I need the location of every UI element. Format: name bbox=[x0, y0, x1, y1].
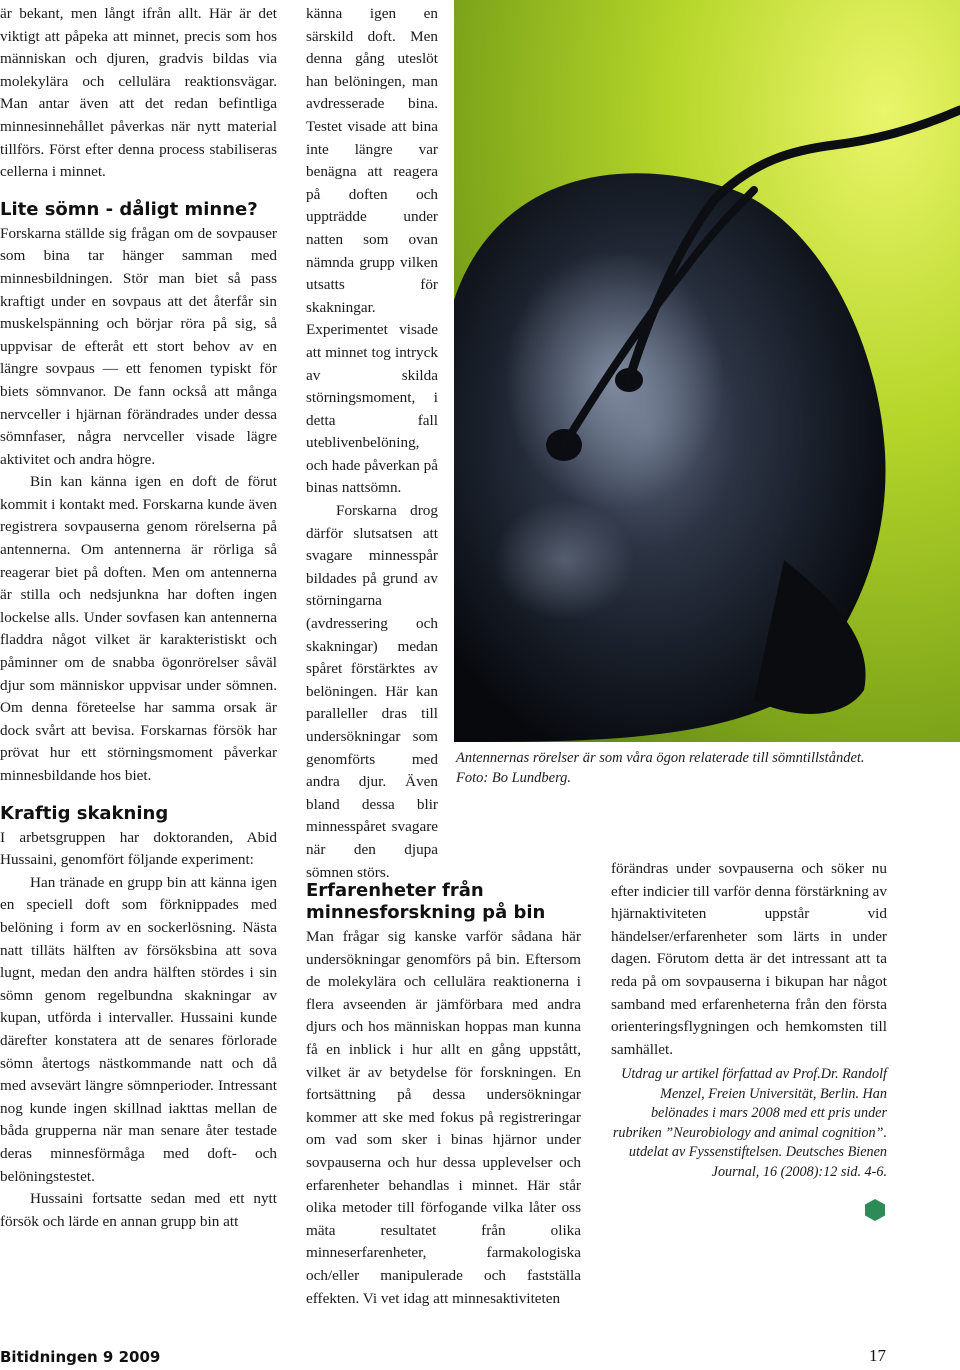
paragraph: Bin kan känna igen en doft de förut kommit i kontakt med. Forskarna kunde även registrera sovpauserna genom rörelserna på antennerna. Om antennerna är rörliga så reagerar biet på doften. Men om antennerna är stilla och nedsjunkna har doften ingen lockelse alls. Under sovfasen kan antennerna fladdra något vilket är karakteristiskt och påminner om de snabba ögonrörelser såväl djur som människor uppvisar under sömnen. Om denna företeelse har samma orsak är dock svårt att bevisa. Forskarnas försök har prövat hur ett störningsmoment påverkar minnesbildande hos biet. bbox=[0, 473, 277, 784]
end-mark-hexagon-icon bbox=[864, 1198, 886, 1222]
paragraph: Hussaini fortsatte sedan med ett nytt försök och lärde en annan grupp bin att bbox=[0, 1190, 277, 1230]
section-heading-experience: Erfarenheter från minnesforskning på bin bbox=[306, 880, 546, 923]
section-heading-sleep: Lite sömn - dåligt minne? bbox=[0, 198, 258, 220]
paragraph: I arbetsgruppen har doktoranden, Abid Hussaini, genomfört följande experiment: bbox=[0, 828, 277, 869]
paragraph: Man frågar sig kanske varför sådana här undersökningar genomförs på bin. Eftersom de molekylära och cellulära reaktionerna i flera avseenden är jämförbara med andra djurs och hos människan hoppas man kunna få en inblick i hur allt en gång uppstått, vilket är av betydelse för forskningen. En fortsättning på dessa undersökningar kommer att ske med fokus på registreringar om vad som sker i binas hjärnor under sovpauserna och hur dessa upplevelser och erfarenheter behandlas i minnet. Här står olika metoder till förfogande vilka låter oss mäta resultatet från olika minneserfarenheter, farmakologiska och/eller manipulerade och fastställa effekten. Vi vet idag att minnesaktiviteten bbox=[306, 928, 581, 1307]
article-column-2 bbox=[306, 3, 438, 884]
bee-head-illustration bbox=[454, 0, 960, 742]
article-credit: Utdrag ur artikel författad av Prof.Dr. Randolf Menzel, Freien Universität, Berlin. Han belönades i mars 2008 med ett pris under rubriken ”Neurobiology and animal cognition”. utdelat av Fyssenstiftelsen. Deutsches Bienen Journal, 16 (2008):12 sid. 4-6. bbox=[612, 1066, 887, 1180]
article-column-4 bbox=[611, 858, 887, 1182]
photo-caption: Antennernas rörelser är som våra ögon relaterade till sömntillståndet. Foto: Bo Lundberg. bbox=[456, 750, 865, 786]
paragraph: förändras under sovpauserna och söker nu efter indicier till varför denna förstärkning av hjärnaktiviteten uppstår vid händelser/erfarenheter som lärts in under dagen. Förutom detta är det intressant att ta reda på om sovpauserna i bikupan har något samband med erfarenheterna från den första orienteringsflygningen och hemkomsten till samhället. bbox=[611, 860, 887, 1058]
paragraph: Han tränade en grupp bin att känna igen en speciell doft som förknippades med belöning i form av en sockerlösning. Nästa natt tilläts hälften av försöksbina att sova lugnt, medan den andra hälften stördes i sin sömn genom regelbundna skakningar av kupan, utförda i intervaller. Hussaini kunde därefter konstatera att de senares förlorade sömn återtogs nästkommande natt och då med avsevärt längre sömnperioder. Intressant nog kunde ingen skillnad iakttas mellan de båda grupperna när man senare åter testade deras minnesförmåga med doft- och belöningstestet. bbox=[0, 873, 277, 1185]
publication-name: Bitidningen 9 2009 bbox=[0, 1348, 161, 1366]
bee-head-photo bbox=[454, 0, 960, 742]
article-column-3 bbox=[306, 880, 581, 1310]
paragraph: Forskarna drog därför slutsatsen att svagare minnesspår bildades på grund av störningarna (avdressering och skakningar) medan spåret förstärktes av belöningen. Här kan paralleller dras till undersökningar som genomförts med andra djur. Även bland dessa blir minnesspåret svagare när den djupa sömnen störs. bbox=[306, 502, 438, 881]
paragraph: känna igen en särskild doft. Men denna gång uteslöt han belöningen, man avdresserade bina. Testet visade att bina inte längre var benägna att reagera på doften och uppträdde under natten som ovan nämnda grupp vilken utsatts för skakningar. Experimentet visade att minnet tog intryck av skilda störningsmoment, i detta fall uteblivenbelöning, och hade påverkan på binas nattsömn. bbox=[306, 5, 438, 497]
paragraph: Forskarna ställde sig frågan om de sovpauser som bina tar hänger samman med minnesbildningen. Stör man biet så pass kraftigt under en sovpaus att det återfår sin muskelspänning och börjar röra på sig, så uppvisar de efteråt ett stort behov av en längre sovpaus — ett fenomen typiskt för biets sömnvanor. De fann också att många nervceller i hjärnan förändrades under dessa sömnfaser, några nervceller visade lägre aktivitet och andra högre. bbox=[0, 224, 277, 468]
page-number: 17 bbox=[869, 1346, 886, 1365]
paragraph: är bekant, men långt ifrån allt. Här är det viktigt att påpeka att minnet, precis som hos människan och djuren, gradvis bildas via molekylära och cellulära reaktionsvägar. Man antar även att det redan befintliga minnesinnehållet påverkas när nytt material tillförs. Först efter denna process stabiliseras cellerna i minnet. bbox=[0, 5, 277, 181]
section-heading-shaking: Kraftig skakning bbox=[0, 802, 169, 824]
article-column-1 bbox=[0, 3, 277, 1233]
